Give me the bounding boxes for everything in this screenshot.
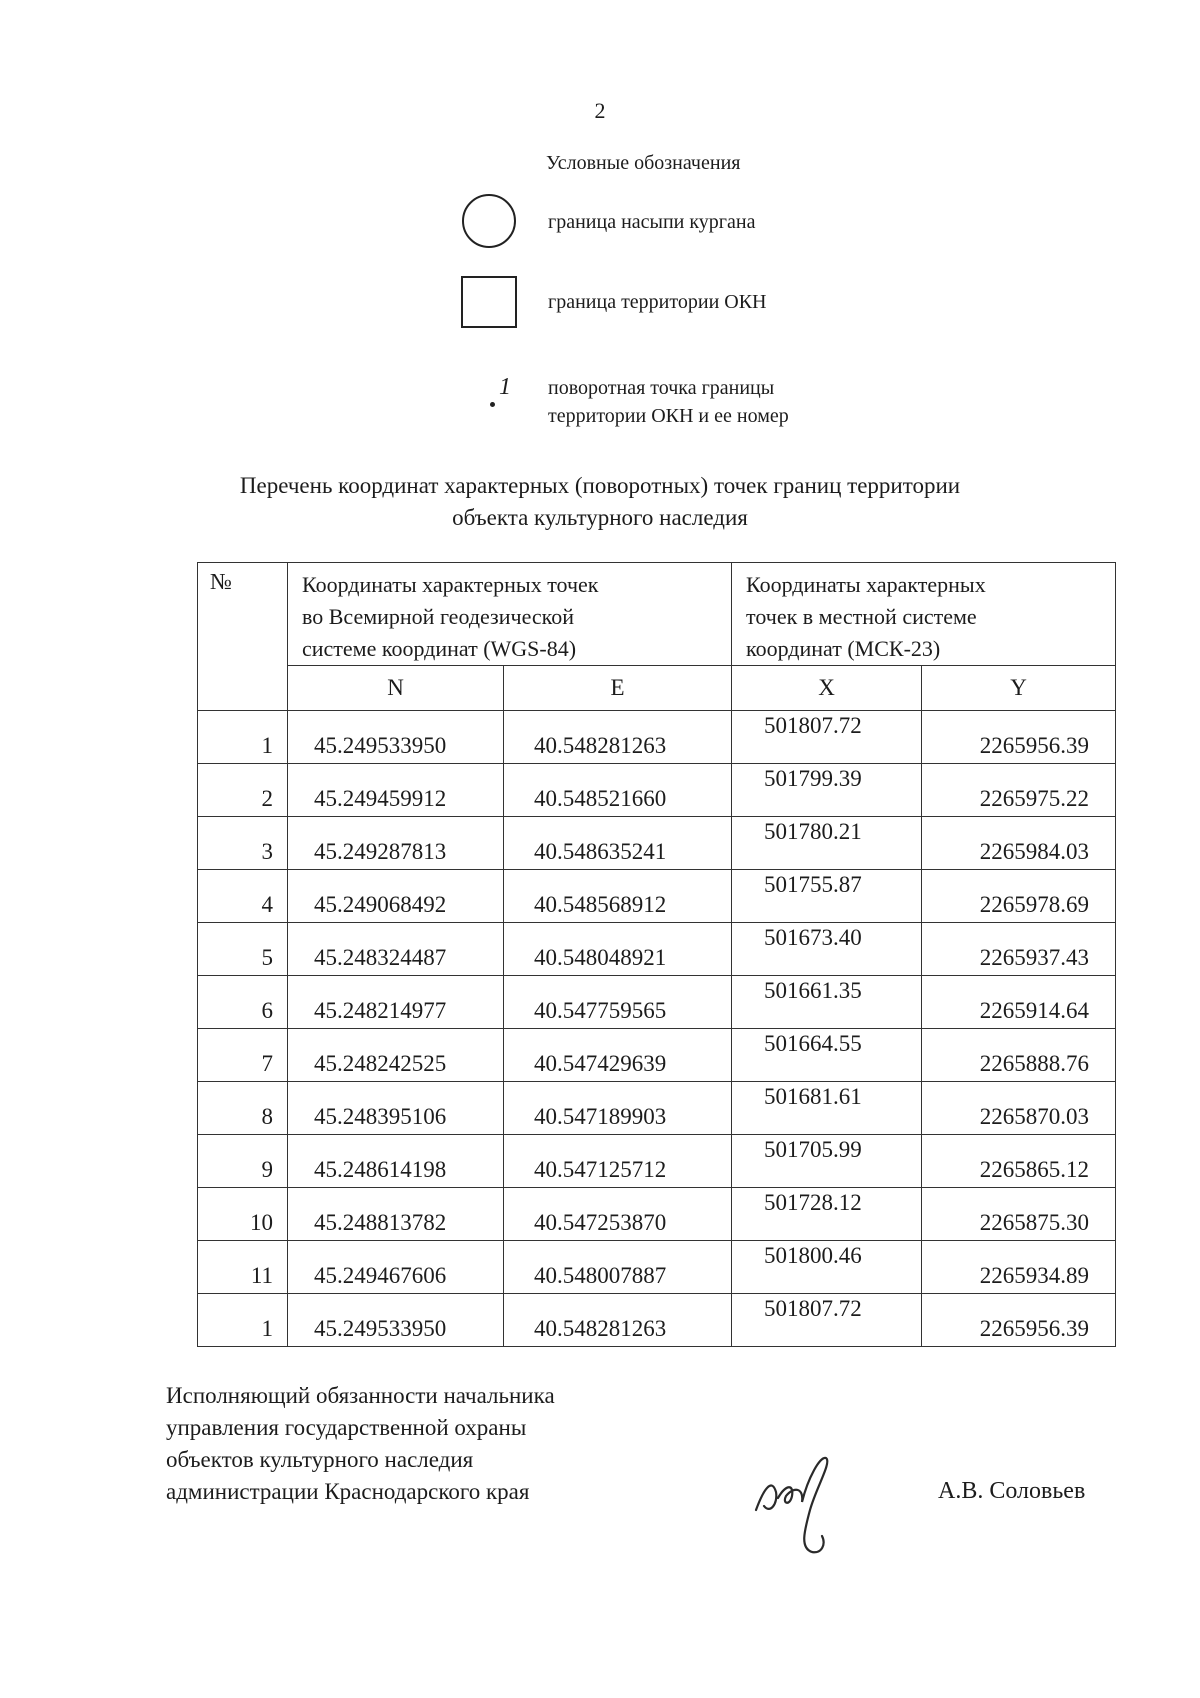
cell-number: 10: [198, 1188, 288, 1241]
cell-number: 2: [198, 764, 288, 817]
cell-y: 2265956.39: [922, 1294, 1116, 1347]
table-row: [198, 923, 1116, 976]
cell-n: 45.248214977: [288, 976, 504, 1029]
cell-x: 501673.40: [732, 923, 922, 976]
coordinates-table: [197, 562, 1116, 1347]
legend-item-territory: [460, 273, 767, 331]
cell-y: 2265937.43: [922, 923, 1116, 976]
cell-e: 40.548007887: [504, 1241, 732, 1294]
cell-x: 501807.72: [732, 1294, 922, 1347]
cell-number: 1: [198, 711, 288, 764]
circle-icon: [460, 192, 518, 250]
signer-line: Исполняющий обязанности начальника: [166, 1383, 555, 1408]
cell-x: 501681.61: [732, 1082, 922, 1135]
table-row: [198, 976, 1116, 1029]
cell-number: 4: [198, 870, 288, 923]
header-line: координат (МСК-23): [746, 636, 941, 661]
cell-number: 5: [198, 923, 288, 976]
signer-line: управления государственной охраны: [166, 1415, 527, 1440]
cell-x: 501661.35: [732, 976, 922, 1029]
cell-e: 40.548521660: [504, 764, 732, 817]
table-title-line: Перечень координат характерных (поворотных) точек границ территории: [239, 473, 961, 498]
cell-number: 11: [198, 1241, 288, 1294]
cell-y: 2265934.89: [922, 1241, 1116, 1294]
legend-title: Условные обозначения: [546, 152, 741, 174]
table-row: [198, 1135, 1116, 1188]
table-row: [198, 1188, 1116, 1241]
cell-y: 2265914.64: [922, 976, 1116, 1029]
table-row: [198, 1294, 1116, 1347]
cell-e: 40.547189903: [504, 1082, 732, 1135]
header-y: Y: [922, 666, 1116, 711]
cell-number: 7: [198, 1029, 288, 1082]
cell-x: 501728.12: [732, 1188, 922, 1241]
signer-line: объектов культурного наследия: [166, 1447, 474, 1472]
square-icon: [460, 273, 518, 331]
cell-y: 2265984.03: [922, 817, 1116, 870]
table-row: [198, 1029, 1116, 1082]
header-line: точек в местной системе: [746, 604, 977, 629]
table-row: [198, 870, 1116, 923]
cell-e: 40.547429639: [504, 1029, 732, 1082]
cell-e: 40.548568912: [504, 870, 732, 923]
cell-number: 1: [198, 1294, 288, 1347]
cell-e: 40.548281263: [504, 1294, 732, 1347]
header-line: Координаты характерных точек: [302, 572, 599, 597]
cell-number: 8: [198, 1082, 288, 1135]
legend-text-line: поворотная точка границы: [548, 377, 775, 399]
cell-e: 40.547253870: [504, 1188, 732, 1241]
point-number: 1: [499, 374, 511, 400]
cell-n: 45.249467606: [288, 1241, 504, 1294]
cell-x: 501664.55: [732, 1029, 922, 1082]
cell-y: 2265975.22: [922, 764, 1116, 817]
point-icon: [460, 368, 518, 426]
legend-text: [548, 288, 767, 316]
cell-y: 2265956.39: [922, 711, 1116, 764]
signature: [750, 1448, 860, 1558]
table-row: [198, 1241, 1116, 1294]
cell-n: 45.248395106: [288, 1082, 504, 1135]
page-number: 2: [594, 98, 606, 123]
table-row: [198, 711, 1116, 764]
header-line: Координаты характерных: [746, 572, 986, 597]
cell-n: 45.249459912: [288, 764, 504, 817]
legend-text-line: граница территории ОКН: [548, 291, 767, 313]
cell-x: 501780.21: [732, 817, 922, 870]
header-e: E: [504, 666, 732, 711]
cell-y: 2265865.12: [922, 1135, 1116, 1188]
table-title-line: объекта культурного наследия: [452, 505, 748, 530]
legend-item-mound: [460, 192, 756, 250]
header-n: N: [288, 666, 504, 711]
cell-x: 501705.99: [732, 1135, 922, 1188]
cell-number: 3: [198, 817, 288, 870]
cell-e: 40.547125712: [504, 1135, 732, 1188]
legend-text-line: территории ОКН и ее номер: [548, 405, 789, 427]
signer-position: [166, 1380, 555, 1508]
cell-n: 45.249533950: [288, 711, 504, 764]
cell-y: 2265875.30: [922, 1188, 1116, 1241]
cell-x: 501800.46: [732, 1241, 922, 1294]
cell-y: 2265888.76: [922, 1029, 1116, 1082]
cell-x: 501807.72: [732, 711, 922, 764]
header-line: системе координат (WGS-84): [302, 636, 577, 661]
signer-line: администрации Краснодарского края: [166, 1479, 530, 1504]
signer-name: А.В. Соловьев: [938, 1478, 1086, 1504]
cell-n: 45.248324487: [288, 923, 504, 976]
cell-n: 45.249287813: [288, 817, 504, 870]
cell-y: 2265978.69: [922, 870, 1116, 923]
header-x: X: [732, 666, 922, 711]
cell-n: 45.249533950: [288, 1294, 504, 1347]
cell-n: 45.248813782: [288, 1188, 504, 1241]
table-row: [198, 1082, 1116, 1135]
table-title: [0, 470, 1200, 534]
cell-x: 501755.87: [732, 870, 922, 923]
legend-text: [548, 208, 755, 236]
cell-e: 40.548048921: [504, 923, 732, 976]
point-dot: [490, 402, 495, 407]
cell-n: 45.248242525: [288, 1029, 504, 1082]
cell-number: 6: [198, 976, 288, 1029]
table-row: [198, 764, 1116, 817]
legend-item-point: [460, 368, 789, 427]
cell-x: 501799.39: [732, 764, 922, 817]
table-row: [198, 817, 1116, 870]
cell-number: 9: [198, 1135, 288, 1188]
header-wgs-group: [288, 563, 732, 666]
header-number: №: [198, 563, 288, 711]
cell-n: 45.249068492: [288, 870, 504, 923]
cell-e: 40.548635241: [504, 817, 732, 870]
cell-e: 40.547759565: [504, 976, 732, 1029]
header-line: во Всемирной геодезической: [302, 604, 574, 629]
legend-text: [548, 374, 789, 430]
legend-text-line: граница насыпи кургана: [548, 211, 756, 233]
cell-e: 40.548281263: [504, 711, 732, 764]
cell-y: 2265870.03: [922, 1082, 1116, 1135]
header-msk-group: [732, 563, 1116, 666]
cell-n: 45.248614198: [288, 1135, 504, 1188]
